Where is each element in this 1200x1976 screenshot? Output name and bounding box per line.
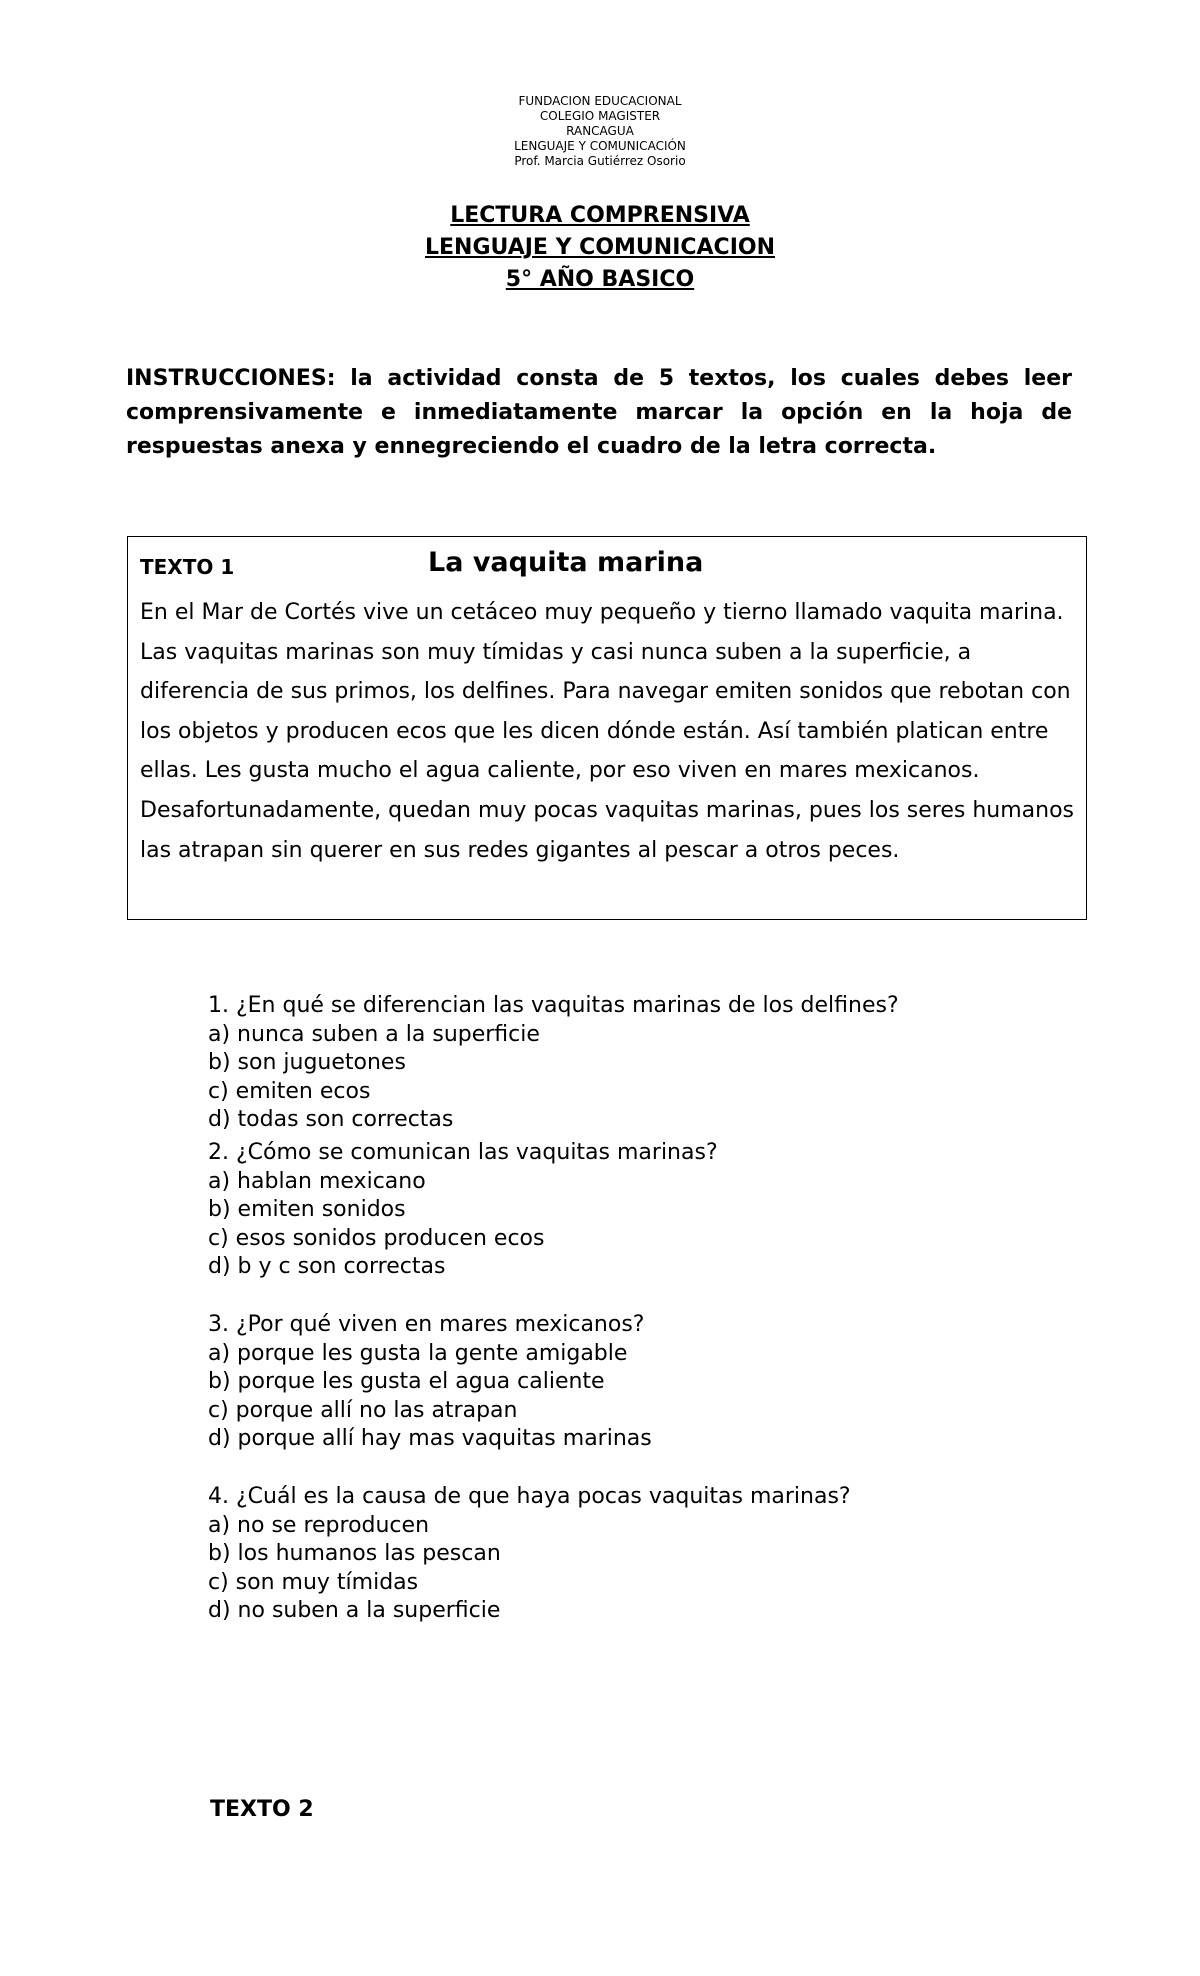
- question-option: c) porque allí no las atrapan: [208, 1397, 518, 1423]
- text-1-header: [140, 547, 1074, 589]
- question-option: a) hablan mexicano: [208, 1168, 426, 1194]
- question-1: [208, 992, 1108, 1135]
- question-option: b) los humanos las pescan: [208, 1541, 501, 1567]
- question-option: d) porque allí hay mas vaquitas marinas: [208, 1426, 652, 1452]
- text-1-label: TEXTO 1: [140, 555, 235, 579]
- school-header-line: Prof. Marcia Gutiérrez Osorio: [514, 154, 686, 168]
- question-option: c) emiten ecos: [208, 1078, 371, 1104]
- question-prompt: 2. ¿Cómo se comunican las vaquitas marinas?: [208, 1139, 718, 1165]
- question-prompt: 4. ¿Cuál es la causa de que haya pocas vaquitas marinas?: [208, 1483, 851, 1509]
- question-option: d) todas son correctas: [208, 1107, 454, 1133]
- question-option: c) son muy tímidas: [208, 1569, 419, 1595]
- question-option: c) esos sonidos producen ecos: [208, 1225, 545, 1251]
- question-option: b) porque les gusta el agua caliente: [208, 1369, 605, 1395]
- school-header-line: LENGUAJE Y COMUNICACIÓN: [514, 139, 686, 153]
- question-prompt: 3. ¿Por qué viven en mares mexicanos?: [208, 1311, 645, 1337]
- title-subject: LENGUAJE Y COMUNICACION: [424, 235, 775, 260]
- text-1-box: [127, 536, 1087, 920]
- school-header-line: COLEGIO MAGISTER: [539, 109, 661, 123]
- title-grade: 5° AÑO BASICO: [505, 267, 695, 292]
- school-header: [0, 94, 1200, 169]
- question-option: d) b y c son correctas: [208, 1254, 446, 1280]
- question-prompt: 1. ¿En qué se diferencian las vaquitas marinas de los delfines?: [208, 993, 899, 1018]
- question-option: d) no suben a la superficie: [208, 1598, 501, 1624]
- question-list: [208, 992, 1108, 1630]
- text-2-label: TEXTO 2: [210, 1797, 314, 1822]
- text-1-title: La vaquita marina: [428, 547, 704, 578]
- question-option: a) nunca suben a la superficie: [208, 1021, 540, 1047]
- title-main: LECTURA COMPRENSIVA: [450, 203, 750, 228]
- question-option: a) porque les gusta la gente amigable: [208, 1340, 628, 1366]
- school-header-line: FUNDACION EDUCACIONAL: [518, 94, 682, 108]
- text-1-body: En el Mar de Cortés vive un cetáceo muy pequeño y tierno llamado vaquita marina. Las vaquitas marinas son muy tímidas y casi nunca suben a la superficie, a diferencia de sus primos, los delfines. Para navegar emiten sonidos que rebotan con los objetos y producen ecos que les dicen dónde están. Así también platican entre ellas. Les gusta mucho el agua caliente, por eso viven en mares mexicanos. Desafortunadamente, quedan muy pocas vaquitas marinas, pues los seres humanos las atrapan sin querer en sus redes gigantes al pescar a otros peces.: [140, 600, 1075, 863]
- question-3: [208, 1311, 1108, 1454]
- question-option: b) emiten sonidos: [208, 1197, 406, 1223]
- question-4: [208, 1483, 1108, 1626]
- question-2: [208, 1139, 1108, 1282]
- question-option: a) no se reproducen: [208, 1512, 430, 1538]
- document-titles: [0, 200, 1200, 296]
- school-header-line: RANCAGUA: [566, 124, 634, 138]
- instructions-paragraph: INSTRUCCIONES: la actividad consta de 5 textos, los cuales debes leer comprensivamente e inmediatamente marcar la opción en la hoja de respuestas anexa y ennegreciendo el cuadro de la letra correcta.: [126, 366, 1072, 459]
- question-option: b) son juguetones: [208, 1050, 406, 1076]
